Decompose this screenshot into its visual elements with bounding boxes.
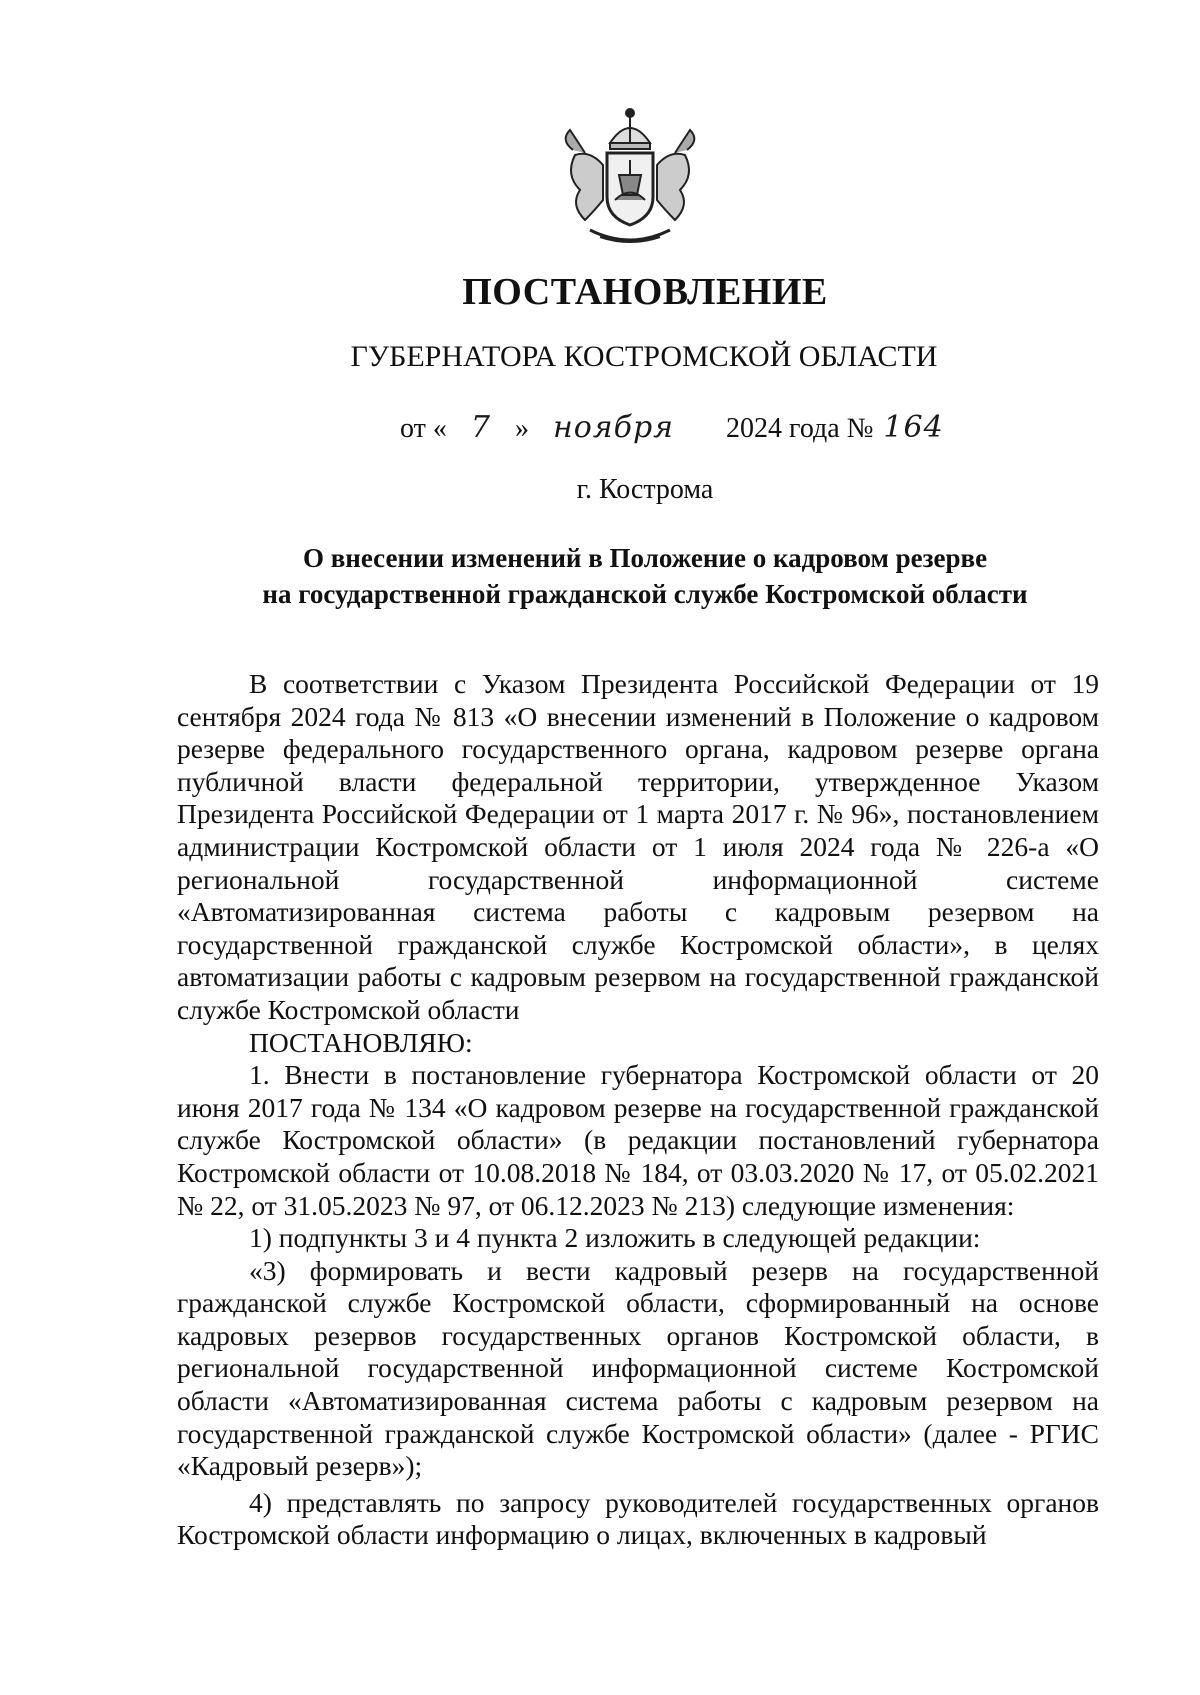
preamble-paragraph: В соответствии с Указом Президента Российской Федерации от 19 сентября 2024 года № 813 «О внесении изменений в Положение о кадровом резерве федерального государственного органа, кадровом резерве органа публичной власти федеральной территории, утвержденное Указом Президента Российской Федерации от 1 марта 2017 г. № 96», постановлением администрации Костромской области от 1 июля 2024 года № 226-а «О региональной государственной информационной системе «Автоматизированная система работы с кадровым резервом на государственной гражданской службе Костромской области», в целях автоматизации работы с кадровым резервом на государственной гражданской службе Костромской области	[177, 668, 1099, 1025]
quoted-subitem-3-paragraph: «3) формировать и вести кадровый резерв на государственной гражданской службе Костромской области, сформированный на основе кадровых резервов государственных органов Костромской области, в региональной государственной информационной системе Костромской области «Автоматизированная система работы с кадровым резервом на государственной гражданской службе Костромской области» (далее - РГИС «Кадровый резерв»);	[177, 1254, 1099, 1482]
issuing-authority: ГУБЕРНАТОРА КОСТРОМСКОЙ ОБЛАСТИ	[350, 340, 938, 373]
document-city: г. Кострома	[576, 474, 714, 505]
document-type: ПОСТАНОВЛЕНИЕ	[462, 271, 828, 313]
quoted-subitem-4-paragraph: 4) представлять по запросу руководителей государственных органов Костромской области информацию о лицах, включенных в кадровый	[177, 1486, 1099, 1551]
date-day: 7	[470, 410, 491, 445]
date-quote-close: »	[514, 413, 529, 444]
item-1-paragraph: 1. Внести в постановление губернатора Костромской области от 20 июня 2017 года № 134 «О кадровом резерве на государственной гражданской службе Костромской области» (в редакции постановлений губернатора Костромской области от 10.08.2018 № 184, от 03.03.2020 № 17, от 05.02.2021 № 22, от 31.05.2023 № 97, от 06.12.2023 № 213) следующие изменения:	[177, 1059, 1099, 1221]
date-year-text: 2024 года №	[726, 413, 874, 444]
document-number: 164	[883, 410, 944, 445]
document-title	[150, 540, 1140, 612]
subitem-1-paragraph: 1) подпункты 3 и 4 пункта 2 изложить в следующей редакции:	[249, 1222, 981, 1254]
kostroma-coat-of-arms-icon	[555, 105, 705, 250]
document-body	[177, 668, 1099, 1552]
date-prefix: от «	[400, 413, 447, 444]
date-month: ноября	[552, 410, 675, 445]
document-title-line2: на государственной гражданской службе Костромской области	[262, 579, 1028, 609]
decree-word: ПОСТАНОВЛЯЮ:	[249, 1026, 473, 1058]
document-title-line1: О внесении изменений в Положение о кадровом резерве	[302, 543, 988, 573]
document-date-line	[400, 410, 944, 456]
